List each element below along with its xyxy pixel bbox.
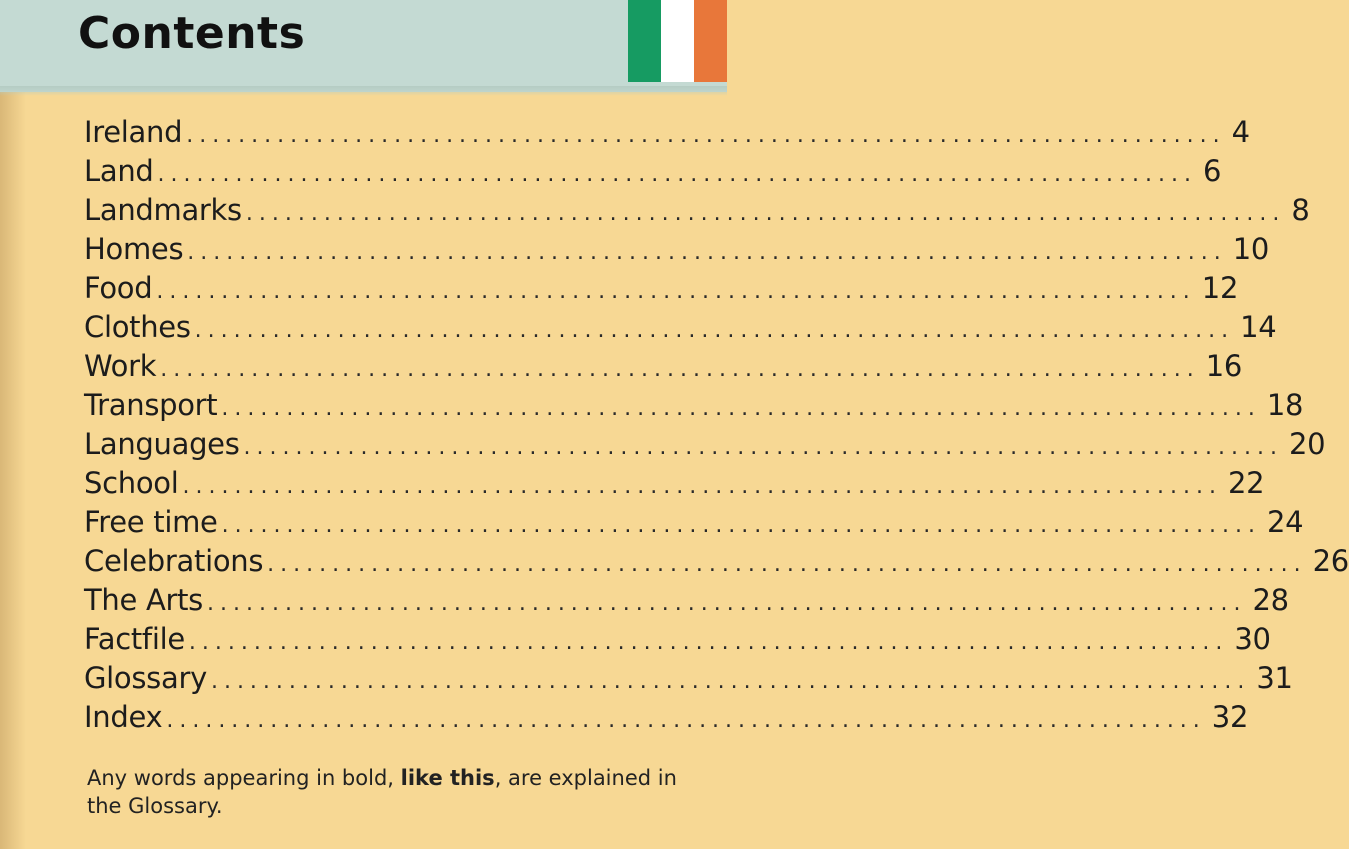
toc-entry-title: School (84, 466, 179, 500)
flag-band-white (661, 0, 694, 82)
toc-entry (84, 659, 1293, 698)
glossary-note (87, 764, 677, 820)
toc-dot-leader: ................................................................................ (157, 162, 1197, 187)
toc-dot-leader: ................................................................................ (166, 708, 1206, 733)
header-shadow (0, 86, 727, 96)
toc-entry-page-number: 32 (1211, 700, 1249, 734)
toc-entry-page-number: 22 (1227, 466, 1265, 500)
toc-dot-leader: ................................................................................ (187, 240, 1227, 265)
toc-entry (84, 503, 1304, 542)
toc-entry (84, 152, 1222, 191)
toc-entry-page-number: 6 (1202, 154, 1222, 188)
toc-entry-title: The Arts (84, 583, 203, 617)
toc-entry (84, 464, 1265, 503)
toc-entry-title: Work (84, 349, 157, 383)
toc-entry-page-number: 31 (1256, 661, 1293, 695)
toc-entry (84, 113, 1250, 152)
toc-entry-title: Food (84, 271, 153, 305)
note-bold-example: like this (400, 766, 495, 790)
toc-entry-page-number: 4 (1231, 115, 1250, 149)
toc-entry-title: Glossary (84, 661, 207, 695)
toc-entry (84, 191, 1310, 230)
toc-dot-leader: ................................................................................ (221, 396, 1261, 421)
toc-entry-page-number: 24 (1267, 505, 1304, 539)
toc-entry-page-number: 8 (1291, 193, 1310, 227)
toc-entry-page-number: 30 (1234, 622, 1271, 656)
note-text-before: Any words appearing in bold, (87, 766, 401, 790)
toc-entry-title: Free time (84, 505, 218, 539)
toc-entry-page-number: 12 (1201, 271, 1239, 305)
toc-dot-leader: ................................................................................ (156, 279, 1196, 304)
toc-dot-leader: ................................................................................ (194, 318, 1235, 343)
toc-entry (84, 698, 1249, 737)
toc-entry-page-number: 10 (1232, 232, 1270, 266)
header-band (0, 0, 727, 92)
flag-band-orange (694, 0, 727, 82)
toc-dot-leader: ................................................................................ (160, 357, 1200, 382)
toc-dot-leader: ................................................................................ (267, 552, 1307, 577)
toc-entry-title: Celebrations (84, 544, 264, 578)
toc-entry-page-number: 16 (1205, 349, 1243, 383)
toc-entry (84, 386, 1304, 425)
toc-entry-title: Ireland (84, 115, 183, 149)
page-edge-shadow (0, 0, 26, 849)
toc-entry-page-number: 20 (1288, 427, 1326, 461)
toc-dot-leader: ................................................................................ (245, 201, 1286, 226)
toc-entry (84, 230, 1270, 269)
toc-dot-leader: ................................................................................ (207, 591, 1247, 616)
toc-entry (84, 308, 1277, 347)
toc-entry-title: Land (84, 154, 154, 188)
toc-dot-leader: ................................................................................ (186, 123, 1226, 148)
toc-entry (84, 542, 1349, 581)
toc-entry-title: Languages (84, 427, 240, 461)
toc-entry-page-number: 14 (1240, 310, 1277, 344)
toc-entry-page-number: 26 (1312, 544, 1349, 578)
note-text-after: , are explained in the Glossary. (87, 766, 677, 818)
toc-entry-page-number: 18 (1266, 388, 1304, 422)
toc-entry-title: Factfile (84, 622, 185, 656)
toc-entry-title: Index (84, 700, 163, 734)
toc-dot-leader: ................................................................................ (182, 474, 1222, 499)
toc-entry-title: Homes (84, 232, 184, 266)
page-title: Contents (78, 8, 306, 59)
toc-entry-title: Clothes (84, 310, 191, 344)
toc-dot-leader: ................................................................................ (210, 669, 1251, 694)
toc-entry (84, 347, 1243, 386)
flag-band-green (628, 0, 661, 82)
toc-entry-title: Landmarks (84, 193, 242, 227)
toc-entry-title: Transport (84, 388, 218, 422)
toc-entry (84, 269, 1239, 308)
contents-list (84, 113, 1349, 737)
toc-entry-page-number: 28 (1252, 583, 1289, 617)
toc-entry (84, 581, 1289, 620)
toc-entry (84, 620, 1271, 659)
toc-dot-leader: ................................................................................ (188, 630, 1229, 655)
toc-dot-leader: ................................................................................ (243, 435, 1283, 460)
toc-entry (84, 425, 1326, 464)
irish-flag-icon (628, 0, 727, 82)
toc-dot-leader: ................................................................................ (221, 513, 1262, 538)
